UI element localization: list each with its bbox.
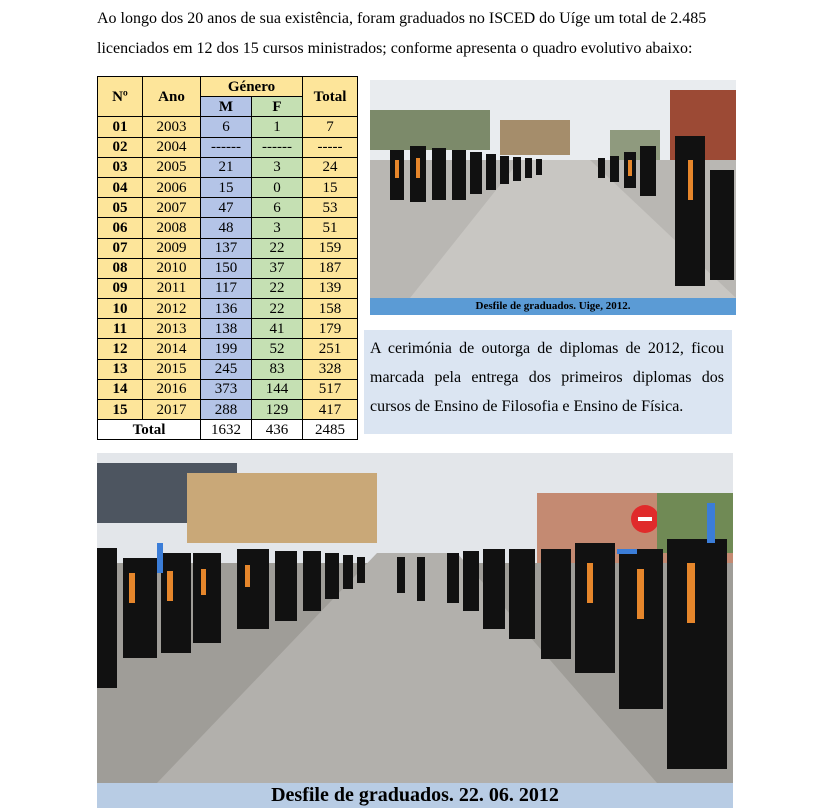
table-row: [98, 117, 358, 137]
cell-f: 22: [252, 238, 303, 258]
cell-ano: 2014: [143, 339, 201, 359]
cell-m: 373: [201, 379, 252, 399]
intro-line-2: licenciados em 12 dos 15 cursos ministrados; conforme apresenta o quadro evolutivo abaixo:: [97, 40, 693, 57]
cell-m: 245: [201, 359, 252, 379]
cell-total: -----: [303, 137, 358, 157]
table-row: [98, 177, 358, 197]
totals-total: 2485: [303, 420, 358, 440]
cell-no: 11: [98, 319, 143, 339]
table-row: [98, 319, 358, 339]
cell-ano: 2012: [143, 299, 201, 319]
cell-f: 3: [252, 157, 303, 177]
cell-f: 22: [252, 299, 303, 319]
cell-no: 15: [98, 400, 143, 420]
table-row: [98, 218, 358, 238]
cell-m: 199: [201, 339, 252, 359]
cell-f: 3: [252, 218, 303, 238]
col-header-m: M: [201, 97, 252, 117]
col-header-f: F: [252, 97, 303, 117]
table-row: [98, 157, 358, 177]
cell-total: 251: [303, 339, 358, 359]
table-row: [98, 359, 358, 379]
cell-no: 01: [98, 117, 143, 137]
cell-ano: 2011: [143, 278, 201, 298]
cell-no: 14: [98, 379, 143, 399]
graduates-table: [97, 76, 358, 440]
cell-total: 53: [303, 198, 358, 218]
cell-no: 04: [98, 177, 143, 197]
cell-f: 144: [252, 379, 303, 399]
table-body: [98, 117, 358, 420]
cell-f: 22: [252, 278, 303, 298]
col-header-total: Total: [303, 77, 358, 117]
table-row: [98, 379, 358, 399]
cell-ano: 2013: [143, 319, 201, 339]
cell-total: 328: [303, 359, 358, 379]
cell-no: 06: [98, 218, 143, 238]
cell-ano: 2005: [143, 157, 201, 177]
cell-m: 48: [201, 218, 252, 238]
cell-f: 6: [252, 198, 303, 218]
cell-total: 417: [303, 400, 358, 420]
cell-no: 12: [98, 339, 143, 359]
ceremony-note-text: A cerimónia de outorga de diplomas de 2012, ficou marcada pela entrega dos primeiros diplomas dos cursos de Ensino de Filosofia e Ensino de Física.: [370, 340, 724, 415]
cell-total: 159: [303, 238, 358, 258]
table-row: [98, 400, 358, 420]
table-row: [98, 339, 358, 359]
cell-total: 187: [303, 258, 358, 278]
cell-ano: 2004: [143, 137, 201, 157]
cell-total: 179: [303, 319, 358, 339]
cell-f: 129: [252, 400, 303, 420]
cell-ano: 2008: [143, 218, 201, 238]
cell-ano: 2017: [143, 400, 201, 420]
intro-line-1: Ao longo dos 20 anos de sua existência, foram graduados no ISCED do Uíge um total de 2.485: [97, 10, 707, 27]
cell-total: 158: [303, 299, 358, 319]
cell-total: 7: [303, 117, 358, 137]
col-header-ano: Ano: [143, 77, 201, 117]
col-header-genero: Género: [201, 77, 303, 97]
cell-f: 0: [252, 177, 303, 197]
ceremony-note-box: [364, 330, 732, 434]
cell-total: 139: [303, 278, 358, 298]
cell-m: 288: [201, 400, 252, 420]
table-row: [98, 198, 358, 218]
cell-f: 37: [252, 258, 303, 278]
cell-no: 10: [98, 299, 143, 319]
table-row: [98, 278, 358, 298]
cell-ano: 2009: [143, 238, 201, 258]
cell-no: 08: [98, 258, 143, 278]
totals-f: 436: [252, 420, 303, 440]
cell-m: 150: [201, 258, 252, 278]
table-row: [98, 238, 358, 258]
table-row: [98, 258, 358, 278]
table-row: [98, 137, 358, 157]
cell-ano: 2006: [143, 177, 201, 197]
cell-f: 83: [252, 359, 303, 379]
intro-paragraph: [97, 4, 737, 64]
cell-m: 138: [201, 319, 252, 339]
cell-m: 117: [201, 278, 252, 298]
cell-m: 47: [201, 198, 252, 218]
cell-total: 24: [303, 157, 358, 177]
totals-row: [98, 420, 358, 440]
cell-total: 15: [303, 177, 358, 197]
cell-no: 02: [98, 137, 143, 157]
cell-total: 517: [303, 379, 358, 399]
cell-no: 13: [98, 359, 143, 379]
graduates-parade-photo-uige: [370, 80, 736, 298]
cell-m: ------: [201, 137, 252, 157]
cell-m: 137: [201, 238, 252, 258]
totals-label: Total: [98, 420, 201, 440]
cell-no: 07: [98, 238, 143, 258]
photo2-caption: Desfile de graduados. 22. 06. 2012: [97, 783, 733, 808]
graduates-parade-photo-street: [97, 453, 733, 783]
photo1-caption: Desfile de graduados. Uige, 2012.: [370, 298, 736, 315]
cell-ano: 2015: [143, 359, 201, 379]
cell-f: 1: [252, 117, 303, 137]
cell-total: 51: [303, 218, 358, 238]
cell-ano: 2010: [143, 258, 201, 278]
cell-no: 05: [98, 198, 143, 218]
cell-f: ------: [252, 137, 303, 157]
cell-ano: 2016: [143, 379, 201, 399]
col-header-no: Nº: [98, 77, 143, 117]
totals-m: 1632: [201, 420, 252, 440]
cell-m: 21: [201, 157, 252, 177]
cell-ano: 2007: [143, 198, 201, 218]
cell-m: 6: [201, 117, 252, 137]
cell-no: 09: [98, 278, 143, 298]
cell-no: 03: [98, 157, 143, 177]
cell-m: 136: [201, 299, 252, 319]
cell-ano: 2003: [143, 117, 201, 137]
cell-f: 41: [252, 319, 303, 339]
table-row: [98, 299, 358, 319]
cell-m: 15: [201, 177, 252, 197]
cell-f: 52: [252, 339, 303, 359]
